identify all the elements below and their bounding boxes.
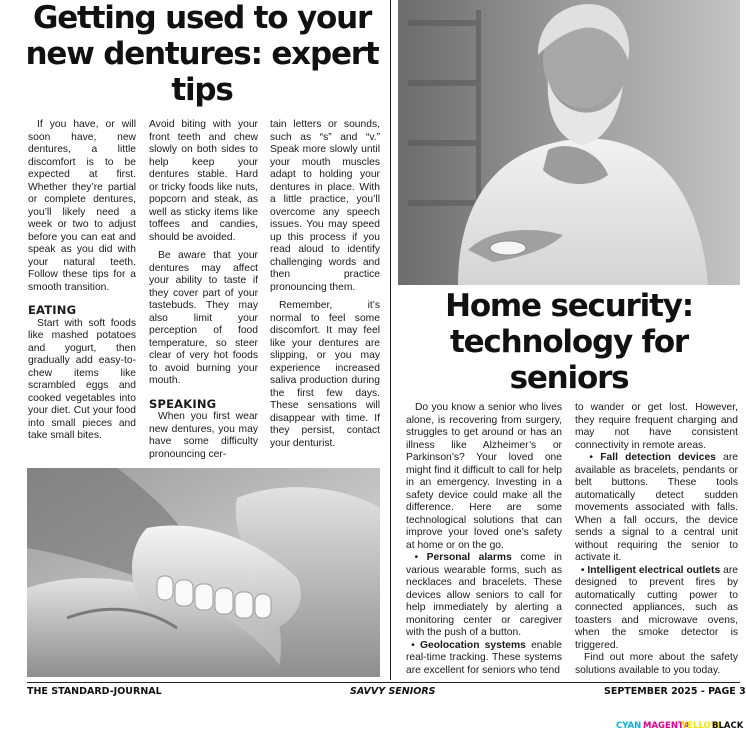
publication-name: THE STANDARD-JOURNAL bbox=[27, 686, 162, 697]
senior-man-photo bbox=[398, 0, 740, 285]
date-page: SEPTEMBER 2025 - PAGE 3 bbox=[604, 686, 746, 697]
eating-heading: EATING bbox=[28, 303, 77, 317]
geolocation-cont: to wander or get lost. However, they require frequent charging and may not have consistent connectivity in remote areas. bbox=[575, 402, 738, 451]
denture-column-1 bbox=[28, 119, 136, 443]
bullet-text: are available as bracelets, pendants or belt buttons. These tools automatically detect sudden movements associated with falls. When a fall occurs, the device sends a signal to a central unit without requiring the senior to activate it. bbox=[575, 452, 738, 563]
column-divider bbox=[390, 0, 391, 680]
bullet-term: Fall detection devices bbox=[600, 452, 716, 463]
bullet-term: Geolocation systems bbox=[419, 639, 526, 651]
security-closing: Find out more about the safety solutions available to you today. bbox=[575, 652, 738, 676]
dentures-photo bbox=[27, 468, 380, 677]
bullet-term: Personal alarms bbox=[426, 552, 512, 563]
bullet-text: enable real-time tracking. These systems are excellent for seniors who tend bbox=[406, 639, 562, 676]
cyan-label: CYAN bbox=[616, 721, 642, 731]
bullet-geolocation: • Geolocation systems enable real-time tracking. These systems are excellent for seniors who tend bbox=[406, 639, 562, 676]
senior-man-illustration bbox=[398, 0, 740, 285]
eating-paragraph-1: Start with soft foods like mashed potatoes and yogurt, then gradually add easy-to-chew items like scrambled eggs and cooked vegetables into your diet. Cut your food into small pieces and take small bites. bbox=[28, 317, 136, 441]
bullet-intelligent-outlets: • Intelligent electrical outlets are designed to prevent fires by automatically cutting power to connected appliances, such as toasters and microwave ovens, when the smoke detector is triggered. bbox=[575, 564, 739, 651]
eating-paragraph-1-cont: Avoid biting with your front teeth and chew slowly on both sides to help keep your dentures stable. Hard or tricky foods like nuts, popcorn and steak, as well as sticky items like toffees and candies, should be avoided. bbox=[149, 119, 258, 243]
yellow-label: YELLOW bbox=[681, 721, 721, 731]
magenta-label: MAGENTA bbox=[643, 721, 690, 731]
denture-intro: If you have, or will soon have, new dentures, a little discomfort is to be expected at first. Whether they’re partial or complete dentures, you’ll likely need a week or two to adjust before you can eat and speak as you did with your natural teeth. Follow these tips for a smooth transition. bbox=[28, 119, 136, 293]
speaking-paragraph-1: When you first wear new dentures, you may have some difficulty pronouncing cer- bbox=[149, 411, 258, 460]
denture-column-3 bbox=[270, 119, 380, 450]
security-article-headline: Home security: technology for seniors bbox=[445, 288, 693, 396]
dentures-illustration bbox=[27, 468, 380, 677]
speaking-paragraph-2: Remember, it’s normal to feel some discomfort. It may feel like your dentures are slipping, or you may experience increased saliva production during the first few days. These sensations will disappear with time. If they persist, contact your denturist. bbox=[270, 300, 380, 449]
security-column-2 bbox=[575, 402, 738, 677]
denture-article-headline: Getting used to your new dentures: expert tips bbox=[25, 0, 379, 108]
security-intro: Do you know a senior who lives alone, is recovering from surgery, struggles to get around or has an illness like Alzheimer’s or Parkinson’s? Your loved one might find it difficult to call for help in an emergency. Investing in a safety device could make all the difference. Here are some technological solutions that can improve your loved one’s safety at home or on the go. bbox=[406, 402, 562, 551]
black-label: BLACK bbox=[712, 721, 744, 731]
security-column-1 bbox=[406, 402, 562, 677]
denture-column-2 bbox=[149, 119, 258, 461]
bullet-personal-alarms: • Personal alarms come in various wearable forms, such as necklaces and bracelets. These devices allow seniors to call for help immediately by alerting a monitoring center or caregiver with the push of a button. bbox=[406, 552, 563, 638]
bullet-text: are designed to prevent fires by automatically cutting power to connected appliances, such as toasters and microwave ovens, when the smoke detector is triggered. bbox=[575, 564, 739, 651]
bullet-term: Intelligent electrical outlets bbox=[587, 564, 721, 576]
eating-paragraph-2: Be aware that your dentures may affect your ability to taste if they cover part of your tastebuds. They may also limit your perception of food temperature, so steer clear of very hot foods to avoid burning your mouth. bbox=[149, 250, 258, 386]
footer-rule bbox=[27, 682, 740, 683]
section-name: SAVVY SENIORS bbox=[350, 686, 436, 697]
bullet-text: come in various wearable forms, such as necklaces and bracelets. These devices allow seniors to call for help immediately by alerting a monitoring center or caregiver with the push of a button. bbox=[406, 552, 563, 638]
speaking-paragraph-1-cont: tain letters or sounds, such as “s” and “v.” Speak more slowly until your mouth muscles adapt to holding your dentures in place. With a little practice, you’ll overcome any speech issues. You may speed up this process if you read aloud to identify challenging words and then practice pronouncing them. bbox=[270, 119, 380, 293]
bullet-fall-detection: • Fall detection devices are available as bracelets, pendants or belt buttons. These tools automatically detect sudden movements associated with falls. When a fall occurs, the device sends a signal to a central unit without requiring the senior to activate it. bbox=[575, 452, 738, 563]
speaking-heading: SPEAKING bbox=[149, 396, 217, 411]
